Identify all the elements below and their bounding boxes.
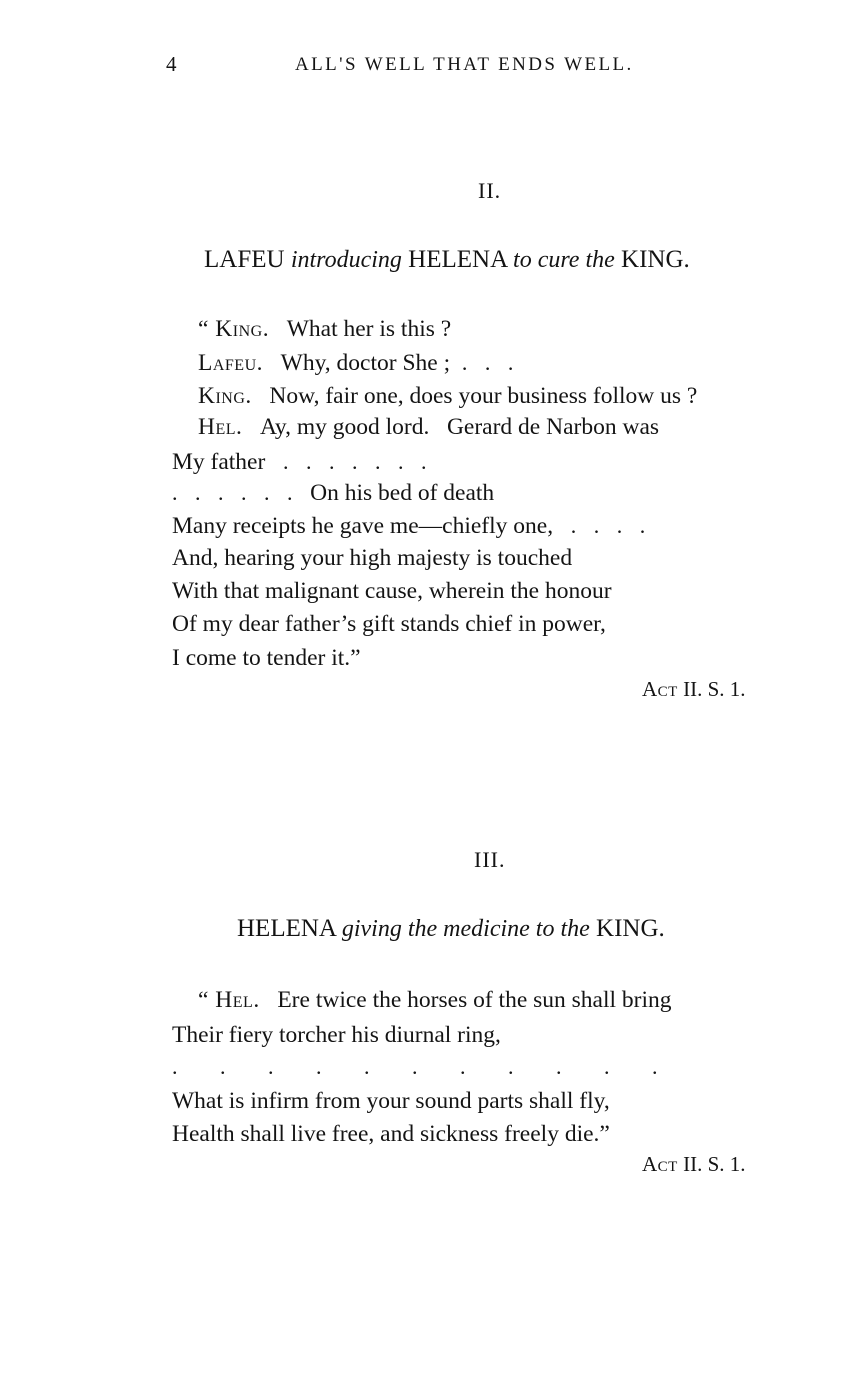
heading-part-italic: to cure the: [513, 247, 615, 273]
line-text: Why, doctor She ;: [280, 350, 451, 376]
speaker-name: Hel.: [198, 414, 243, 440]
line-text: I come to tender it.”: [172, 645, 361, 671]
section-numeral-ii: II.: [478, 178, 502, 203]
page-number: 4: [166, 52, 177, 76]
line-text: What is infirm from your sound parts shall fly,: [172, 1088, 610, 1114]
verse-line: [172, 449, 426, 476]
line-text: Ere twice the horses of the sun shall bring: [277, 987, 672, 1013]
act-scene-citation: [642, 677, 746, 702]
citation-scene: II. S. 1.: [683, 1152, 746, 1176]
verse-line: [172, 1022, 501, 1049]
ellipsis-dots: . . . . . . . . . . .: [172, 1054, 658, 1079]
running-title: ALL'S WELL THAT ENDS WELL.: [295, 54, 634, 75]
speaker-name: King.: [198, 383, 252, 409]
verse-line: [172, 513, 645, 540]
speaker-name: Lafeu.: [198, 350, 264, 376]
citation-act: Act: [642, 1152, 678, 1176]
speaker-name: “ King.: [198, 316, 270, 342]
citation-scene: II. S. 1.: [683, 677, 746, 701]
heading-part: HELENA: [237, 915, 342, 942]
line-text: Many receipts he gave me—chiefly one,: [172, 513, 554, 539]
verse-line: [172, 611, 606, 638]
verse-line: [172, 1088, 610, 1115]
ellipsis-dots: . . . . . . .: [282, 449, 427, 474]
ellipsis-dots: . . .: [461, 350, 514, 375]
ellipsis-dots: . . . .: [570, 513, 646, 538]
verse-line: [198, 414, 659, 441]
verse-line: [172, 1121, 610, 1148]
line-text: What her is this ?: [286, 316, 452, 342]
act-scene-citation: [642, 1152, 746, 1177]
verse-line: [198, 316, 451, 343]
verse-line: [198, 987, 672, 1014]
line-text: With that malignant cause, wherein the honour: [172, 578, 612, 604]
citation-act: Act: [642, 677, 678, 701]
line-text: And, hearing your high majesty is touched: [172, 545, 573, 571]
heading-part: KING.: [589, 915, 665, 942]
heading-part: LAFEU: [204, 246, 291, 273]
section-heading-iii: [237, 915, 665, 943]
verse-line: [172, 480, 494, 507]
verse-line: [172, 645, 361, 672]
verse-line: [172, 578, 612, 605]
heading-part: KING.: [614, 246, 690, 273]
line-text: Their fiery torcher his diurnal ring,: [172, 1022, 501, 1048]
line-text: Of my dear father’s gift stands chief in power,: [172, 611, 606, 637]
speaker-name: “ Hel.: [198, 987, 260, 1013]
ellipsis-dots: . . . . . .: [172, 480, 293, 505]
line-text: My father: [172, 449, 266, 475]
line-text: Now, fair one, does your business follow us ?: [269, 383, 698, 409]
verse-line: [198, 383, 697, 410]
verse-line: [172, 545, 572, 572]
verse-line: [172, 1054, 658, 1081]
heading-part-italic: giving the medicine to the: [341, 916, 590, 942]
line-text: On his bed of death: [310, 480, 495, 506]
verse-line: [198, 350, 513, 377]
line-text: Ay, my good lord. Gerard de Narbon was: [260, 414, 660, 440]
section-numeral-iii: III.: [474, 847, 506, 872]
heading-part-italic: introducing: [290, 247, 402, 273]
line-text: Health shall live free, and sickness freely die.”: [172, 1121, 610, 1147]
section-heading-ii: [204, 246, 690, 274]
heading-part: HELENA: [401, 246, 514, 273]
